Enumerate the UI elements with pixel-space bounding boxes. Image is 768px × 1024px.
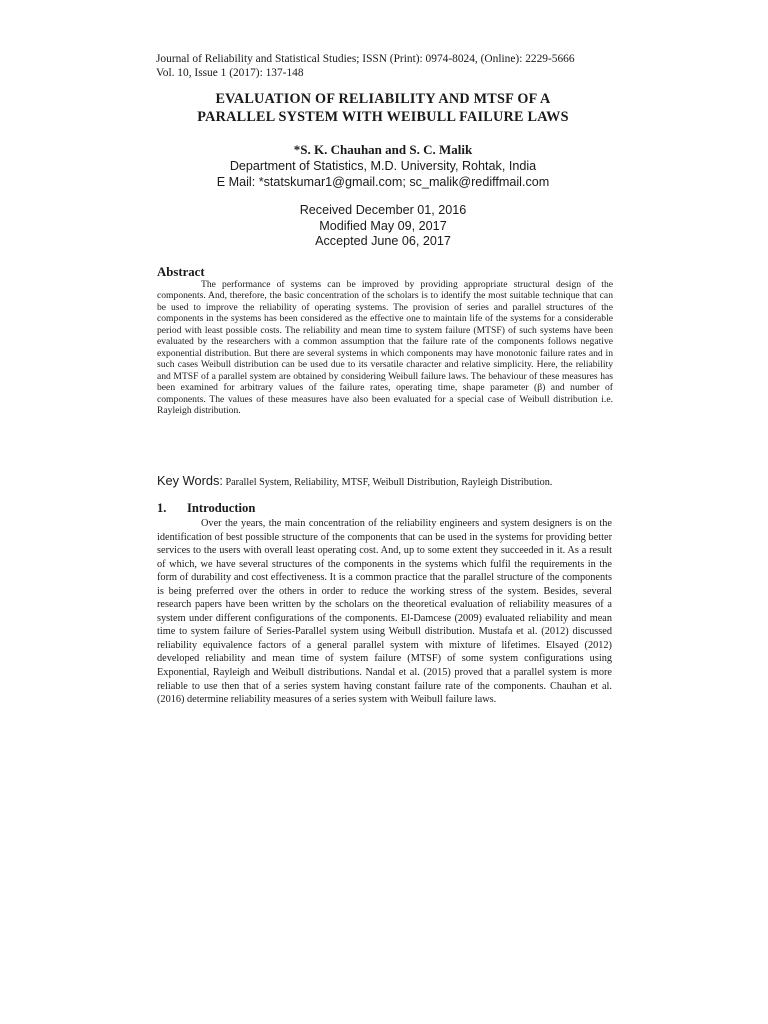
keywords-label: Key Words: [157,473,223,488]
keywords-text: Parallel System, Reliability, MTSF, Weibull Distribution, Rayleigh Distribution. [225,477,553,488]
section-number: 1. [157,501,167,515]
authors: *S. K. Chauhan and S. C. Malik [293,142,473,157]
journal-header [156,52,626,80]
abstract-heading: Abstract [157,265,205,279]
paper-title-line-2: PARALLEL SYSTEM WITH WEIBULL FAILURE LAWS [197,109,569,125]
paper-title-line-1: EVALUATION OF RELIABILITY AND MTSF OF A [215,91,551,107]
journal-volume-line: Vol. 10, Issue 1 (2017): 137-148 [156,67,304,79]
accepted-date: Accepted June 06, 2017 [315,234,451,248]
received-date: Received December 01, 2016 [299,203,467,217]
publication-dates [150,203,616,250]
author-affiliation-block [150,158,616,190]
journal-citation-line: Journal of Reliability and Statistical Studies; ISSN (Print): 0974-8024, (Online): 2229-5666 [156,53,575,65]
affiliation: Department of Statistics, M.D. University, Rohtak, India [229,159,537,173]
section-title: Introduction [187,501,256,515]
paper-title [150,90,616,126]
section-heading-introduction [157,500,255,516]
modified-date: Modified May 09, 2017 [319,218,447,233]
keywords [157,473,627,491]
introduction-paragraph: Over the years, the main concentration of the reliability engineers and system designers is on the identification of best possible structure of the components that can be used in the systems for providing better services to the users with overall least operating cost. And, up to some extent they succeeded in it. As a result of which, we have several structures of the components in the systems which fulfil the requirements in the form of durability and cost effectiveness. It is a common practice that the parallel structure of the components is being preferred over the others in order to reduce the working stress of the system. Besides, several research papers have been written by the scholars on the theoretical evaluation of reliability measures of a system under different configurations of the components. El-Damcese (2009) evaluated reliability and mean time to system failure of Series-Parallel system using Weibull distribution. Mustafa et al. (2012) discussed reliability equivalence factors of a general parallel system with mixture of lifetimes. Elsayed (2012) developed reliability and mean time of system failure (MTSF) of some system configurations using Exponential, Rayleigh and Weibull distributions. Nandal et al. (2015) proved that a parallel system is more reliable to use then that of a series system having constant failure rate of the components. Chauhan et al. (2016) determine reliability measures of a series system with Weibull failure laws. [157,518,612,706]
email-line: E Mail: *statskumar1@gmail.com; sc_malik@rediffmail.com [216,175,550,189]
abstract-text: The performance of systems can be improved by providing appropriate structural design of the components. And, therefore, the basic concentration of the scholars is to identify the most suitable technique that can be used to improve the reliability of operating systems. The provision of series and parallel structures of the components in the systems has been considered as the effective one to maintain life of the systems for a considerable period with least possible costs. The reliability and mean time to system failure (MTSF) of such systems have been evaluated by the researchers with a common assumption that the failure rate of the components follows negative exponential distribution. But there are several systems in which components may have monotonic failure rates and in such cases Weibull distribution can be used due to its versatile character and relative simplicity. Here, the reliability and MTSF of a parallel system are obtained by considering Weibull failure laws. The behaviour of these measures has been examined for arbitrary values of the failure rates, operating time, shape parameter (β) and number of components. The values of these measures have also been evaluated for a special case of Weibull distribution i.e. Rayleigh distribution. [157,279,613,416]
